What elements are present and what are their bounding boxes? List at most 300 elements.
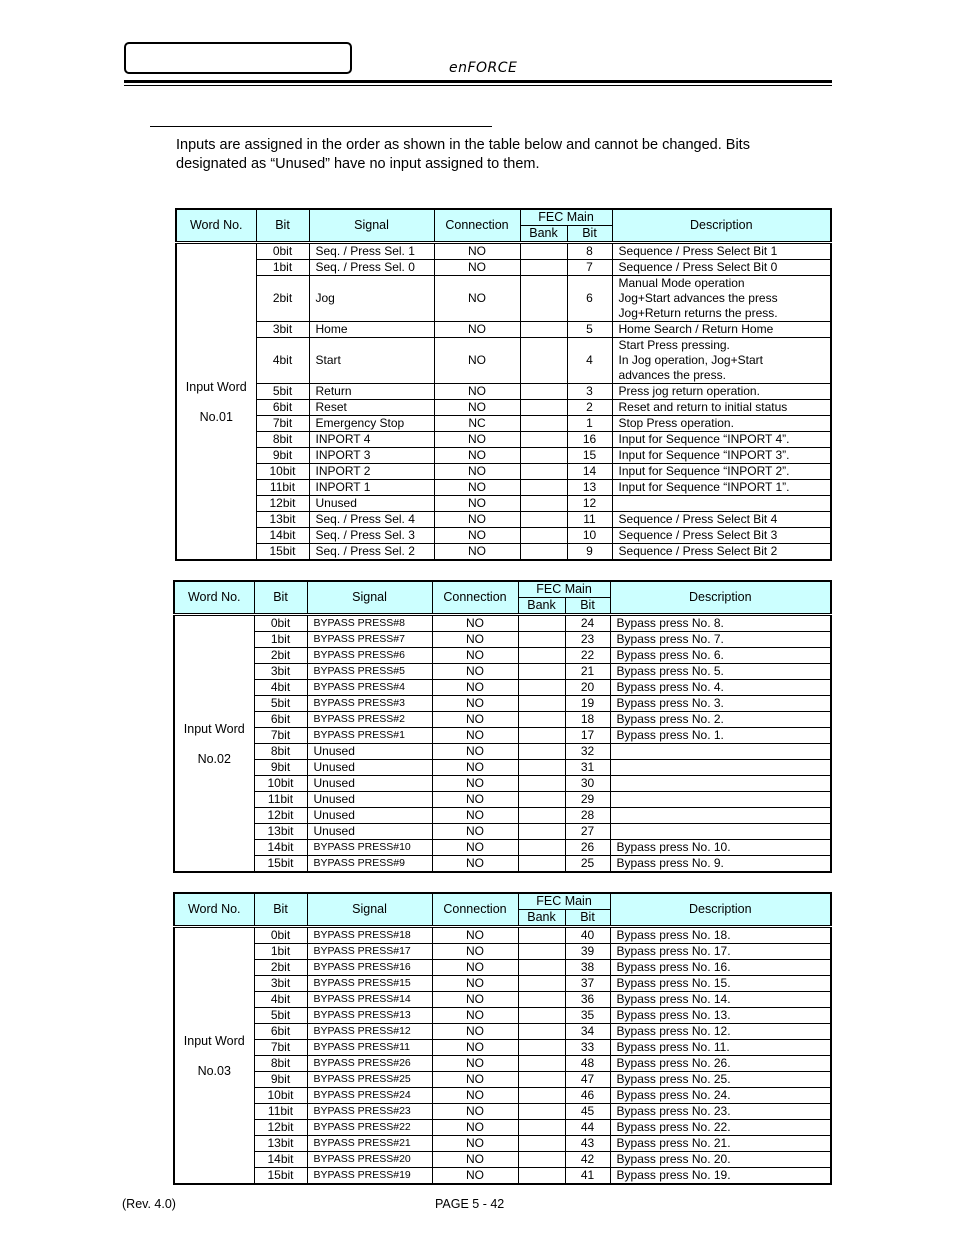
bank-cell bbox=[520, 464, 567, 480]
connection-cell: NO bbox=[432, 712, 518, 728]
signal-cell: Reset bbox=[309, 400, 434, 416]
description-cell: Reset and return to initial status bbox=[612, 400, 831, 416]
signal-cell: Seq. / Press Sel. 0 bbox=[309, 260, 434, 276]
fec-bit-cell: 24 bbox=[565, 615, 610, 632]
fec-bit-cell: 6 bbox=[567, 276, 612, 322]
bit-cell: 13bit bbox=[254, 824, 307, 840]
description-cell: Manual Mode operation Jog+Start advances the press Jog+Return returns the press. bbox=[612, 276, 831, 322]
signal-cell: INPORT 2 bbox=[309, 464, 434, 480]
table-row bbox=[174, 696, 831, 712]
signal-cell: BYPASS PRESS#11 bbox=[307, 1040, 432, 1056]
description-cell bbox=[610, 792, 831, 808]
description-cell: Bypass press No. 25. bbox=[610, 1072, 831, 1088]
col-header-fec-main: FEC Main bbox=[518, 893, 610, 910]
revision-label: (Rev. 4.0) bbox=[122, 1197, 176, 1211]
bit-cell: 3bit bbox=[254, 976, 307, 992]
bank-cell bbox=[520, 544, 567, 561]
connection-cell: NO bbox=[432, 760, 518, 776]
table-row bbox=[174, 648, 831, 664]
table-row bbox=[174, 744, 831, 760]
table-row bbox=[174, 1040, 831, 1056]
fec-bit-cell: 27 bbox=[565, 824, 610, 840]
table-row bbox=[174, 976, 831, 992]
fec-bit-cell: 35 bbox=[565, 1008, 610, 1024]
table-row bbox=[174, 776, 831, 792]
bank-cell bbox=[518, 648, 565, 664]
bank-cell bbox=[520, 322, 567, 338]
signal-cell: Seq. / Press Sel. 4 bbox=[309, 512, 434, 528]
description-cell: Press jog return operation. bbox=[612, 384, 831, 400]
bit-cell: 8bit bbox=[254, 744, 307, 760]
connection-cell: NO bbox=[432, 976, 518, 992]
col-header-word: Word No. bbox=[174, 893, 254, 927]
header-box bbox=[124, 42, 352, 74]
bank-cell bbox=[518, 1168, 565, 1185]
fec-bit-cell: 44 bbox=[565, 1120, 610, 1136]
description-cell: Bypass press No. 24. bbox=[610, 1088, 831, 1104]
table-row bbox=[176, 400, 831, 416]
word-number-value: No.03 bbox=[197, 1063, 231, 1078]
bit-cell: 7bit bbox=[254, 728, 307, 744]
section-rule bbox=[150, 126, 492, 127]
bit-cell: 7bit bbox=[256, 416, 309, 432]
bank-cell bbox=[520, 338, 567, 384]
bank-cell bbox=[518, 696, 565, 712]
connection-cell: NO bbox=[432, 1168, 518, 1185]
bit-cell: 6bit bbox=[254, 712, 307, 728]
fec-bit-cell: 46 bbox=[565, 1088, 610, 1104]
bit-cell: 0bit bbox=[256, 243, 309, 260]
signal-cell: Unused bbox=[309, 496, 434, 512]
col-header-description: Description bbox=[610, 893, 831, 927]
fec-bit-cell: 36 bbox=[565, 992, 610, 1008]
description-cell bbox=[610, 824, 831, 840]
col-header-description: Description bbox=[612, 209, 831, 243]
bit-cell: 2bit bbox=[256, 276, 309, 322]
col-header-bank: Bank bbox=[520, 226, 567, 243]
signal-cell: Jog bbox=[309, 276, 434, 322]
connection-cell: NO bbox=[432, 1152, 518, 1168]
description-cell: Bypass press No. 1. bbox=[610, 728, 831, 744]
bank-cell bbox=[518, 664, 565, 680]
fec-bit-cell: 34 bbox=[565, 1024, 610, 1040]
signal-cell: BYPASS PRESS#6 bbox=[307, 648, 432, 664]
connection-cell: NO bbox=[432, 792, 518, 808]
description-cell: Bypass press No. 2. bbox=[610, 712, 831, 728]
bank-cell bbox=[518, 824, 565, 840]
bank-cell bbox=[518, 792, 565, 808]
fec-bit-cell: 39 bbox=[565, 944, 610, 960]
bit-cell: 10bit bbox=[254, 1088, 307, 1104]
table-row bbox=[174, 944, 831, 960]
description-cell: Input for Sequence “INPORT 3”. bbox=[612, 448, 831, 464]
fec-bit-cell: 45 bbox=[565, 1104, 610, 1120]
bit-cell: 6bit bbox=[254, 1024, 307, 1040]
bit-cell: 9bit bbox=[256, 448, 309, 464]
fec-bit-cell: 26 bbox=[565, 840, 610, 856]
table-row bbox=[174, 1008, 831, 1024]
fec-bit-cell: 18 bbox=[565, 712, 610, 728]
connection-cell: NO bbox=[434, 496, 520, 512]
word-label: Input Word bbox=[185, 379, 247, 394]
table-row bbox=[174, 1056, 831, 1072]
signal-cell: Unused bbox=[307, 744, 432, 760]
fec-bit-cell: 14 bbox=[567, 464, 612, 480]
connection-cell: NO bbox=[432, 840, 518, 856]
connection-cell: NO bbox=[432, 824, 518, 840]
input-word-table-3 bbox=[173, 892, 832, 1185]
bank-cell bbox=[520, 416, 567, 432]
signal-cell: BYPASS PRESS#16 bbox=[307, 960, 432, 976]
col-header-bit: Bit bbox=[254, 893, 307, 927]
description-cell: Sequence / Press Select Bit 4 bbox=[612, 512, 831, 528]
bank-cell bbox=[518, 1120, 565, 1136]
fec-bit-cell: 43 bbox=[565, 1136, 610, 1152]
connection-cell: NO bbox=[434, 448, 520, 464]
connection-cell: NO bbox=[432, 776, 518, 792]
signal-cell: BYPASS PRESS#10 bbox=[307, 840, 432, 856]
connection-cell: NO bbox=[432, 1040, 518, 1056]
signal-cell: BYPASS PRESS#24 bbox=[307, 1088, 432, 1104]
table-row bbox=[174, 1072, 831, 1088]
connection-cell: NO bbox=[434, 384, 520, 400]
bank-cell bbox=[518, 1056, 565, 1072]
fec-bit-cell: 5 bbox=[567, 322, 612, 338]
table-row bbox=[176, 528, 831, 544]
table-row bbox=[176, 384, 831, 400]
table-row bbox=[174, 1136, 831, 1152]
description-cell: Bypass press No. 22. bbox=[610, 1120, 831, 1136]
connection-cell: NO bbox=[434, 260, 520, 276]
signal-cell: Home bbox=[309, 322, 434, 338]
table-row bbox=[174, 1088, 831, 1104]
word-number bbox=[176, 243, 256, 561]
fec-bit-cell: 3 bbox=[567, 384, 612, 400]
col-header-signal: Signal bbox=[307, 893, 432, 927]
table-row bbox=[174, 792, 831, 808]
signal-cell: BYPASS PRESS#13 bbox=[307, 1008, 432, 1024]
bit-cell: 4bit bbox=[254, 680, 307, 696]
description-cell: Bypass press No. 6. bbox=[610, 648, 831, 664]
bank-cell bbox=[518, 1136, 565, 1152]
description-cell: Start Press pressing. In Jog operation, Jog+Start advances the press. bbox=[612, 338, 831, 384]
signal-cell: BYPASS PRESS#9 bbox=[307, 856, 432, 873]
connection-cell: NO bbox=[432, 664, 518, 680]
description-cell: Sequence / Press Select Bit 2 bbox=[612, 544, 831, 561]
table-row bbox=[174, 680, 831, 696]
fec-bit-cell: 1 bbox=[567, 416, 612, 432]
bank-cell bbox=[520, 276, 567, 322]
bit-cell: 12bit bbox=[254, 808, 307, 824]
signal-cell: Unused bbox=[307, 760, 432, 776]
connection-cell: NO bbox=[434, 338, 520, 384]
connection-cell: NO bbox=[434, 528, 520, 544]
connection-cell: NO bbox=[434, 322, 520, 338]
signal-cell: BYPASS PRESS#20 bbox=[307, 1152, 432, 1168]
description-cell: Bypass press No. 12. bbox=[610, 1024, 831, 1040]
bit-cell: 10bit bbox=[256, 464, 309, 480]
signal-cell: BYPASS PRESS#21 bbox=[307, 1136, 432, 1152]
bank-cell bbox=[518, 976, 565, 992]
signal-cell: Start bbox=[309, 338, 434, 384]
signal-cell: BYPASS PRESS#15 bbox=[307, 976, 432, 992]
bank-cell bbox=[518, 1088, 565, 1104]
description-cell bbox=[610, 760, 831, 776]
signal-cell: BYPASS PRESS#26 bbox=[307, 1056, 432, 1072]
bank-cell bbox=[520, 496, 567, 512]
description-cell: Bypass press No. 7. bbox=[610, 632, 831, 648]
bank-cell bbox=[518, 992, 565, 1008]
fec-bit-cell: 32 bbox=[565, 744, 610, 760]
connection-cell: NO bbox=[432, 728, 518, 744]
signal-cell: Unused bbox=[307, 824, 432, 840]
bit-cell: 14bit bbox=[254, 1152, 307, 1168]
bank-cell bbox=[518, 680, 565, 696]
description-cell: Bypass press No. 16. bbox=[610, 960, 831, 976]
fec-bit-cell: 48 bbox=[565, 1056, 610, 1072]
table-row bbox=[176, 276, 831, 322]
fec-bit-cell: 30 bbox=[565, 776, 610, 792]
description-cell: Bypass press No. 10. bbox=[610, 840, 831, 856]
signal-cell: INPORT 4 bbox=[309, 432, 434, 448]
bit-cell: 6bit bbox=[256, 400, 309, 416]
bank-cell bbox=[518, 1152, 565, 1168]
bit-cell: 15bit bbox=[254, 856, 307, 873]
fec-bit-cell: 25 bbox=[565, 856, 610, 873]
signal-cell: BYPASS PRESS#18 bbox=[307, 927, 432, 944]
connection-cell: NO bbox=[432, 1120, 518, 1136]
fec-bit-cell: 11 bbox=[567, 512, 612, 528]
bit-cell: 15bit bbox=[256, 544, 309, 561]
bank-cell bbox=[518, 728, 565, 744]
table-row bbox=[174, 712, 831, 728]
table-row bbox=[176, 260, 831, 276]
fec-bit-cell: 28 bbox=[565, 808, 610, 824]
fec-bit-cell: 4 bbox=[567, 338, 612, 384]
bank-cell bbox=[518, 1040, 565, 1056]
bit-cell: 11bit bbox=[254, 1104, 307, 1120]
table-row bbox=[176, 432, 831, 448]
connection-cell: NO bbox=[434, 512, 520, 528]
fec-bit-cell: 16 bbox=[567, 432, 612, 448]
table-row bbox=[174, 760, 831, 776]
signal-cell: BYPASS PRESS#7 bbox=[307, 632, 432, 648]
table-row bbox=[176, 480, 831, 496]
bank-cell bbox=[518, 632, 565, 648]
fec-bit-cell: 37 bbox=[565, 976, 610, 992]
col-header-connection: Connection bbox=[432, 581, 518, 615]
word-number-value: No.02 bbox=[197, 751, 231, 766]
bit-cell: 15bit bbox=[254, 1168, 307, 1185]
bit-cell: 10bit bbox=[254, 776, 307, 792]
table-row bbox=[174, 664, 831, 680]
connection-cell: NO bbox=[432, 648, 518, 664]
col-header-word: Word No. bbox=[174, 581, 254, 615]
connection-cell: NO bbox=[432, 1024, 518, 1040]
signal-cell: Seq. / Press Sel. 2 bbox=[309, 544, 434, 561]
fec-bit-cell: 23 bbox=[565, 632, 610, 648]
fec-bit-cell: 8 bbox=[567, 243, 612, 260]
table-row bbox=[174, 1024, 831, 1040]
bank-cell bbox=[518, 760, 565, 776]
signal-cell: BYPASS PRESS#19 bbox=[307, 1168, 432, 1185]
table-row bbox=[174, 992, 831, 1008]
table-row bbox=[174, 1168, 831, 1185]
bit-cell: 4bit bbox=[254, 992, 307, 1008]
signal-cell: BYPASS PRESS#17 bbox=[307, 944, 432, 960]
signal-cell: Unused bbox=[307, 792, 432, 808]
connection-cell: NC bbox=[434, 416, 520, 432]
connection-cell: NO bbox=[432, 808, 518, 824]
bank-cell bbox=[520, 480, 567, 496]
connection-cell: NO bbox=[434, 243, 520, 260]
fec-bit-cell: 19 bbox=[565, 696, 610, 712]
connection-cell: NO bbox=[432, 992, 518, 1008]
signal-cell: BYPASS PRESS#4 bbox=[307, 680, 432, 696]
col-header-signal: Signal bbox=[309, 209, 434, 243]
bit-cell: 9bit bbox=[254, 760, 307, 776]
table-row bbox=[174, 960, 831, 976]
description-cell: Sequence / Press Select Bit 0 bbox=[612, 260, 831, 276]
col-header-connection: Connection bbox=[434, 209, 520, 243]
fec-bit-cell: 20 bbox=[565, 680, 610, 696]
bank-cell bbox=[518, 856, 565, 873]
bank-cell bbox=[520, 400, 567, 416]
description-cell: Bypass press No. 13. bbox=[610, 1008, 831, 1024]
fec-bit-cell: 15 bbox=[567, 448, 612, 464]
fec-bit-cell: 13 bbox=[567, 480, 612, 496]
bit-cell: 4bit bbox=[256, 338, 309, 384]
connection-cell: NO bbox=[432, 960, 518, 976]
input-word-table-2 bbox=[173, 580, 832, 873]
table-row bbox=[174, 840, 831, 856]
col-header-fec-bit: Bit bbox=[565, 910, 610, 927]
col-header-bank: Bank bbox=[518, 910, 565, 927]
bank-cell bbox=[518, 776, 565, 792]
table-row bbox=[176, 544, 831, 561]
fec-bit-cell: 29 bbox=[565, 792, 610, 808]
word-label: Input Word bbox=[183, 721, 245, 736]
table-row bbox=[174, 1104, 831, 1120]
header-rule-thin bbox=[124, 85, 832, 86]
word-number bbox=[174, 615, 254, 873]
word-number bbox=[174, 927, 254, 1185]
page-number: PAGE 5 - 42 bbox=[435, 1197, 505, 1211]
signal-cell: BYPASS PRESS#12 bbox=[307, 1024, 432, 1040]
bit-cell: 9bit bbox=[254, 1072, 307, 1088]
bit-cell: 13bit bbox=[256, 512, 309, 528]
description-cell: Bypass press No. 14. bbox=[610, 992, 831, 1008]
bank-cell bbox=[518, 744, 565, 760]
description-cell: Bypass press No. 17. bbox=[610, 944, 831, 960]
bit-cell: 0bit bbox=[254, 615, 307, 632]
table-row bbox=[176, 322, 831, 338]
word-label: Input Word bbox=[183, 1033, 245, 1048]
col-header-fec-bit: Bit bbox=[565, 598, 610, 615]
connection-cell: NO bbox=[432, 680, 518, 696]
connection-cell: NO bbox=[432, 1072, 518, 1088]
table-row bbox=[174, 632, 831, 648]
col-header-word: Word No. bbox=[176, 209, 256, 243]
fec-bit-cell: 33 bbox=[565, 1040, 610, 1056]
description-cell bbox=[612, 496, 831, 512]
bit-cell: 2bit bbox=[254, 960, 307, 976]
bank-cell bbox=[520, 448, 567, 464]
description-cell: Bypass press No. 11. bbox=[610, 1040, 831, 1056]
description-cell: Sequence / Press Select Bit 1 bbox=[612, 243, 831, 260]
description-cell: Input for Sequence “INPORT 2”. bbox=[612, 464, 831, 480]
bank-cell bbox=[518, 960, 565, 976]
description-cell: Bypass press No. 9. bbox=[610, 856, 831, 873]
connection-cell: NO bbox=[432, 615, 518, 632]
signal-cell: BYPASS PRESS#5 bbox=[307, 664, 432, 680]
fec-bit-cell: 42 bbox=[565, 1152, 610, 1168]
bank-cell bbox=[518, 615, 565, 632]
fec-bit-cell: 41 bbox=[565, 1168, 610, 1185]
col-header-description: Description bbox=[610, 581, 831, 615]
connection-cell: NO bbox=[432, 944, 518, 960]
signal-cell: BYPASS PRESS#25 bbox=[307, 1072, 432, 1088]
bit-cell: 1bit bbox=[254, 632, 307, 648]
bank-cell bbox=[518, 944, 565, 960]
connection-cell: NO bbox=[432, 1136, 518, 1152]
brand-logo: enFORCE bbox=[449, 60, 518, 76]
table-row bbox=[174, 1152, 831, 1168]
bank-cell bbox=[518, 927, 565, 944]
connection-cell: NO bbox=[434, 480, 520, 496]
connection-cell: NO bbox=[434, 400, 520, 416]
signal-cell: Seq. / Press Sel. 1 bbox=[309, 243, 434, 260]
intro-paragraph: Inputs are assigned in the order as shown in the table below and cannot be changed. Bits designated as “Unused” have no input assigned to them. bbox=[176, 137, 750, 172]
bit-cell: 0bit bbox=[254, 927, 307, 944]
bit-cell: 11bit bbox=[256, 480, 309, 496]
bank-cell bbox=[520, 528, 567, 544]
col-header-fec-main: FEC Main bbox=[518, 581, 610, 598]
bank-cell bbox=[518, 712, 565, 728]
bank-cell bbox=[518, 1008, 565, 1024]
signal-cell: INPORT 3 bbox=[309, 448, 434, 464]
description-cell: Bypass press No. 3. bbox=[610, 696, 831, 712]
signal-cell: BYPASS PRESS#8 bbox=[307, 615, 432, 632]
table-row bbox=[174, 728, 831, 744]
bit-cell: 12bit bbox=[256, 496, 309, 512]
bit-cell: 14bit bbox=[254, 840, 307, 856]
bit-cell: 8bit bbox=[254, 1056, 307, 1072]
col-header-bank: Bank bbox=[518, 598, 565, 615]
bit-cell: 7bit bbox=[254, 1040, 307, 1056]
connection-cell: NO bbox=[432, 927, 518, 944]
fec-bit-cell: 17 bbox=[565, 728, 610, 744]
signal-cell: BYPASS PRESS#3 bbox=[307, 696, 432, 712]
table-row bbox=[176, 464, 831, 480]
bank-cell bbox=[518, 840, 565, 856]
table-row bbox=[176, 243, 831, 260]
connection-cell: NO bbox=[432, 632, 518, 648]
table-row bbox=[176, 496, 831, 512]
bit-cell: 5bit bbox=[254, 1008, 307, 1024]
description-cell: Bypass press No. 19. bbox=[610, 1168, 831, 1185]
bank-cell bbox=[518, 1072, 565, 1088]
fec-bit-cell: 12 bbox=[567, 496, 612, 512]
fec-bit-cell: 21 bbox=[565, 664, 610, 680]
fec-bit-cell: 7 bbox=[567, 260, 612, 276]
connection-cell: NO bbox=[432, 1008, 518, 1024]
bit-cell: 12bit bbox=[254, 1120, 307, 1136]
connection-cell: NO bbox=[432, 744, 518, 760]
fec-bit-cell: 47 bbox=[565, 1072, 610, 1088]
table-row bbox=[176, 416, 831, 432]
table-row bbox=[174, 927, 831, 944]
